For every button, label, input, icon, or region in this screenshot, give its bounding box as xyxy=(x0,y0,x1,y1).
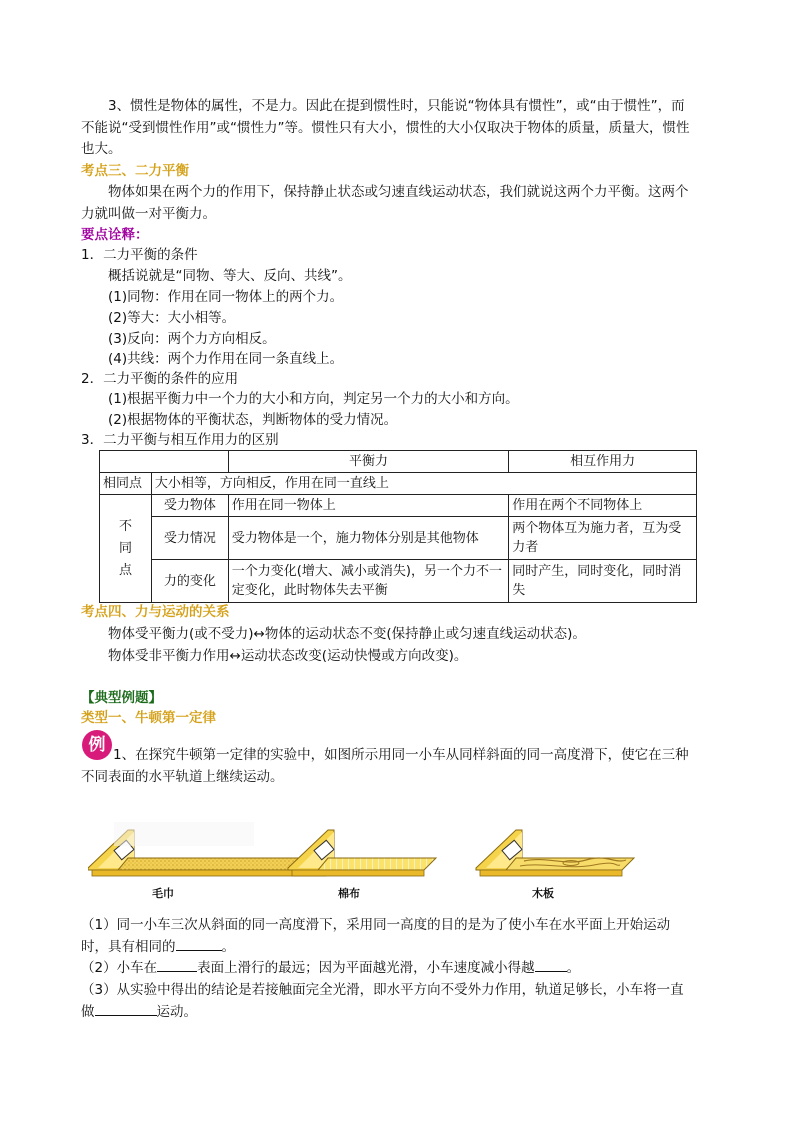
item1-b: (2)等大：大小相等。 xyxy=(108,310,236,326)
setup-cloth xyxy=(288,830,436,876)
table-same-label: 相同点 xyxy=(100,473,152,495)
question-3 xyxy=(81,980,697,1023)
example-1-text xyxy=(81,745,697,788)
paragraph-inertia: 3、惯性是物体的属性，不是力。因此在提到惯性时，只能说“物体具有惯性”，或“由于惯性”，而不能说“受到惯性作用”或“惯性力”等。惯性只有大小，惯性的大小仅取决于物体的质量，质量大，惯性也大。 xyxy=(81,98,690,157)
answer-blank-3[interactable] xyxy=(535,971,567,972)
table-row xyxy=(100,495,697,517)
paragraph-balance: 物体如果在两个力的作用下，保持静止状态或匀速直线运动状态，我们就说这两个力平衡。这两个力就叫做一对平衡力。 xyxy=(81,184,689,222)
double-arrow-icon: ↔ xyxy=(253,626,265,642)
question-1 xyxy=(81,915,697,958)
answer-blank-4[interactable] xyxy=(95,1015,157,1016)
table-cell-balance: 受力物体是一个，施力物体分别是其他物体 xyxy=(228,517,509,560)
item2-title: 2．二力平衡的条件的应用 xyxy=(81,371,239,387)
relation-2-right: 运动状态改变(运动快慢或方向改变)。 xyxy=(240,648,468,664)
question-3-end: 运动。 xyxy=(156,1003,197,1020)
relation-1-right: 物体的运动状态不变(保持静止或匀速直线运动状态)。 xyxy=(264,626,586,642)
table-row-same xyxy=(100,473,697,495)
item2-b: (2)根据物体的平衡状态，判断物体的受力情况。 xyxy=(108,412,398,428)
table-cell-mutual: 作用在两个不同物体上 xyxy=(509,495,697,517)
double-arrow-icon: ↔ xyxy=(229,648,241,664)
type-1-heading: 类型一、牛顿第一定律 xyxy=(81,710,216,726)
question-2-end: 。 xyxy=(566,960,581,976)
table-row xyxy=(100,560,697,603)
table-header-mutual: 相互作用力 xyxy=(509,451,697,473)
comparison-table xyxy=(99,450,697,603)
item1-c: (3)反向：两个力方向相反。 xyxy=(108,331,276,347)
figure-label-cloth: 棉布 xyxy=(338,887,360,900)
item1-summary: 概括说就是“同物、等大、反向、共线”。 xyxy=(108,268,352,284)
table-row-label: 力的变化 xyxy=(151,560,228,603)
table-corner-cell xyxy=(100,451,229,473)
heading-section-3: 考点三、二力平衡 xyxy=(81,163,189,179)
relation-2-left: 物体受非平衡力作用 xyxy=(108,648,230,664)
item1-a: (1)同物：作用在同一物体上的两个力。 xyxy=(108,289,344,305)
question-2-text-a: （2）小车在 xyxy=(81,960,158,976)
answer-blank-2[interactable] xyxy=(157,971,197,972)
question-2 xyxy=(81,958,697,980)
relation-line-1 xyxy=(108,624,708,646)
experiment-figure xyxy=(88,820,708,916)
table-row-label: 受力物体 xyxy=(151,495,228,517)
figure-label-towel: 毛巾 xyxy=(152,887,174,900)
table-row-label: 受力情况 xyxy=(151,517,228,560)
table-header-row xyxy=(100,451,697,473)
example-badge-icon: 例 xyxy=(82,730,112,760)
question-1-end: 。 xyxy=(221,938,235,955)
example-1-stem: 1、在探究牛顿第一定律的实验中，如图所示用同一小车从同样斜面的同一高度滑下，使它在三种不同表面的水平轨道上继续运动。 xyxy=(81,747,689,785)
setup-board xyxy=(476,830,634,876)
question-3-text: （3）从实验中得出的结论是若接触面完全光滑，即水平方向不受外力作用，轨道足够长，小车将一直做 xyxy=(81,982,684,1020)
heading-section-4: 考点四、力与运动的关系 xyxy=(81,604,230,620)
table-cell-mutual: 同时产生，同时变化，同时消失 xyxy=(509,560,697,603)
figure-label-board: 木板 xyxy=(532,887,554,900)
table-same-text: 大小相等，方向相反，作用在同一直线上 xyxy=(151,473,696,495)
table-cell-balance: 作用在同一物体上 xyxy=(228,495,509,517)
question-2-text-b: 表面上滑行的最远；因为平面越光滑，小车速度减小得越 xyxy=(197,960,535,976)
typical-examples-heading: 【典型例题】 xyxy=(81,690,162,706)
item2-a: (1)根据平衡力中一个力的大小和方向，判定另一个力的大小和方向。 xyxy=(108,391,519,407)
item1-d: (4)共线：两个力作用在同一条直线上。 xyxy=(108,351,344,367)
table-row xyxy=(100,517,697,560)
table-cell-mutual: 两个物体互为施力者，互为受力者 xyxy=(509,517,697,560)
table-diff-label: 不 同 点 xyxy=(100,495,152,603)
table-header-balance: 平衡力 xyxy=(228,451,509,473)
key-points-heading: 要点诠释： xyxy=(81,227,149,243)
item3-title: 3．二力平衡与相互作用力的区别 xyxy=(81,432,279,448)
relation-1-left: 物体受平衡力(或不受力) xyxy=(108,626,254,642)
question-1-text: （1）同一小车三次从斜面的同一高度滑下，采用同一高度的目的是为了使小车在水平面上开始运动时，具有相同的 xyxy=(81,917,671,955)
relation-line-2 xyxy=(108,646,708,668)
table-cell-balance: 一个力变化(增大、减小或消失)，另一个力不一定变化，此时物体失去平衡 xyxy=(228,560,509,603)
item1-title: 1．二力平衡的条件 xyxy=(81,247,198,263)
answer-blank-1[interactable] xyxy=(176,950,222,951)
